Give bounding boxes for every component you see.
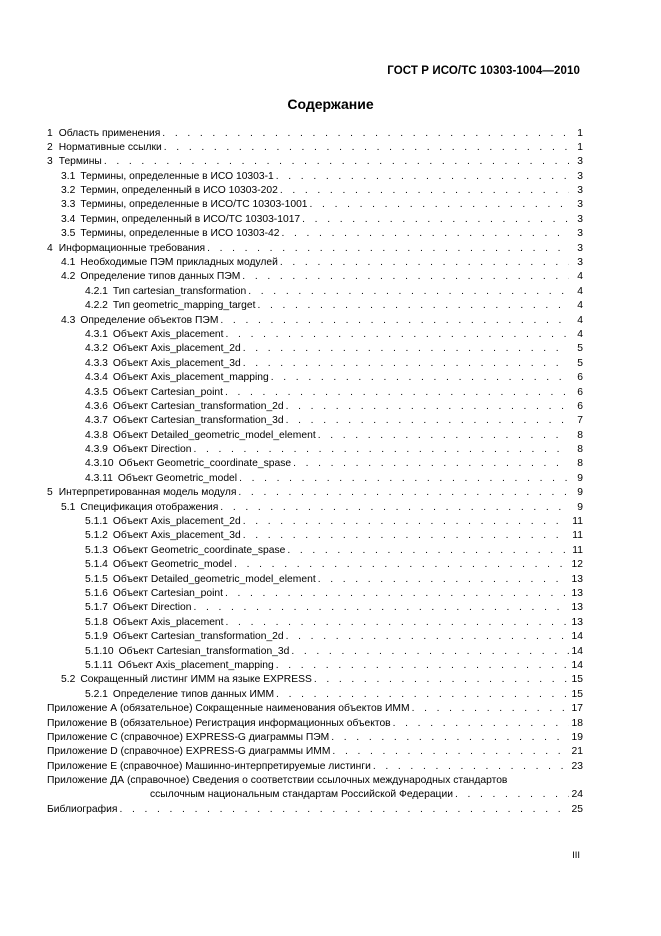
- toc-entry[interactable]: [47, 472, 583, 486]
- toc-entry-number: 4.3.9: [85, 444, 108, 456]
- toc-leader-dots: [162, 127, 569, 141]
- toc-entry-text: Приложение С (справочное) EXPRESS-G диаграммы ПЭМ: [47, 731, 330, 743]
- toc-entry[interactable]: [47, 429, 583, 443]
- toc-leader-dots: [119, 803, 569, 817]
- toc-entry-page: 3: [577, 156, 583, 168]
- toc-entry-text: Объект Cartesian_transformation_2d: [112, 631, 284, 643]
- toc-entry[interactable]: [47, 486, 583, 500]
- toc-leader-dots: [286, 414, 569, 428]
- toc-leader-dots: [373, 760, 569, 774]
- toc-entry-page: 19: [571, 731, 583, 743]
- toc-entry-page: 6: [577, 400, 583, 412]
- toc-entry-text: Интерпретированная модель модуля: [58, 487, 237, 499]
- toc-entry-text: Область применения: [58, 127, 161, 139]
- toc-leader-dots: [293, 457, 569, 471]
- toc-entry-page: 14: [571, 659, 583, 671]
- toc-leader-dots: [310, 198, 569, 212]
- toc-entry-number: 2: [47, 141, 53, 153]
- toc-leader-dots: [257, 299, 569, 313]
- toc-entry-text: Необходимые ПЭМ прикладных модулей: [80, 257, 278, 269]
- toc-entry-number: 3.5: [61, 228, 76, 240]
- toc-entry-page: 6: [577, 372, 583, 384]
- toc-entry-number: 5.1.6: [85, 588, 108, 599]
- toc-leader-dots: [412, 702, 569, 716]
- toc-leader-dots: [280, 256, 569, 270]
- toc-entry[interactable]: [47, 198, 583, 212]
- toc-entry-page: 3: [577, 257, 583, 269]
- toc-entry-page: 1: [577, 141, 583, 153]
- toc-entry[interactable]: [47, 414, 583, 428]
- toc-entry-text: Термины: [58, 156, 102, 168]
- toc-entry-text: Сокращенный листинг ИММ на языке EXPRESS: [80, 674, 312, 686]
- toc-entry-number: 5.1.11: [85, 659, 113, 671]
- toc-entry[interactable]: [47, 227, 583, 241]
- toc-leader-dots: [238, 486, 569, 500]
- toc-entry-number: 4.1: [61, 257, 76, 269]
- toc-leader-dots: [243, 357, 569, 371]
- toc-entry-text: Объект Detailed_geometric_model_element: [112, 573, 316, 585]
- toc-entry[interactable]: [47, 328, 583, 342]
- toc-entry-text: Тип geometric_mapping_target: [112, 300, 256, 312]
- toc-entry-page: 4: [577, 328, 583, 340]
- toc-entry[interactable]: [47, 515, 583, 529]
- toc-entry-number: 4.2: [61, 271, 76, 283]
- toc-entry-text: Термин, определенный в ИСО/ТС 10303-1017: [80, 213, 301, 225]
- toc-leader-dots: [455, 788, 569, 802]
- toc-entry[interactable]: [47, 400, 583, 414]
- toc-entry[interactable]: [47, 573, 583, 587]
- toc-entry[interactable]: [47, 745, 583, 759]
- toc-entry-page: 15: [571, 674, 583, 686]
- toc-entry-number: 5.1.5: [85, 573, 108, 585]
- toc-entry-page: 18: [571, 717, 583, 729]
- toc-entry-page: 25: [571, 803, 583, 815]
- toc-entry[interactable]: [47, 601, 583, 615]
- toc-entry-page: 24: [571, 789, 583, 801]
- toc-entry[interactable]: [47, 299, 583, 313]
- toc-entry-page: 11: [572, 544, 583, 556]
- toc-entry-page: 3: [577, 185, 583, 197]
- toc-entry-text: Информационные требования: [58, 242, 206, 254]
- toc-entry-page: 8: [577, 444, 583, 456]
- toc-entry[interactable]: [47, 645, 583, 659]
- toc-leader-dots: [287, 544, 569, 558]
- toc-entry-text: Объект Cartesian_point: [112, 588, 223, 599]
- toc-entry[interactable]: [47, 213, 583, 227]
- toc-entry-text: Объект Geometric_coordinate_spase: [118, 458, 292, 470]
- toc-entry-page: 9: [577, 487, 583, 499]
- toc-entry[interactable]: [47, 170, 583, 184]
- toc-leader-dots: [243, 342, 569, 356]
- toc-entry-text: Спецификация отображения: [80, 501, 219, 513]
- toc-entry[interactable]: [47, 184, 583, 198]
- toc-leader-dots: [226, 616, 569, 630]
- toc-entry[interactable]: [47, 457, 583, 471]
- toc-entry[interactable]: [47, 774, 583, 803]
- toc-entry-page: 3: [577, 228, 583, 240]
- toc-entry[interactable]: [47, 501, 583, 515]
- toc-entry-page: 9: [577, 472, 583, 484]
- toc-entry-page: 4: [577, 285, 583, 297]
- toc-entry-number: 4: [47, 242, 53, 254]
- toc-entry-page: 3: [577, 242, 583, 254]
- toc-entry-text: Объект Axis_placement_2d: [112, 343, 241, 355]
- toc-entry[interactable]: [47, 242, 583, 256]
- toc-entry-page: 3: [577, 213, 583, 225]
- toc-entry[interactable]: [47, 443, 583, 457]
- toc-entry-text: Нормативные ссылки: [58, 141, 162, 153]
- toc-entry[interactable]: [47, 127, 583, 141]
- toc-entry-number: 5.1.10: [85, 645, 114, 657]
- toc-entry-text: Объект Cartesian_point: [112, 386, 223, 398]
- toc-entry-page: 4: [577, 271, 583, 283]
- toc-entry[interactable]: [47, 659, 583, 673]
- toc-entry-number: 4.2.1: [85, 285, 108, 297]
- toc-entry[interactable]: [47, 630, 583, 644]
- toc-leader-dots: [234, 558, 569, 572]
- toc-entry-number: 4.3.3: [85, 357, 108, 369]
- toc-entry-text: Объект Axis_placement_mapping: [117, 659, 274, 671]
- toc-entry-page: 3: [577, 199, 583, 211]
- toc-entry[interactable]: [47, 731, 583, 745]
- toc-entry-number: 3.1: [61, 170, 76, 182]
- toc-entry-text: Объект Axis_placement_2d: [112, 516, 241, 528]
- toc-entry-number: 5.1.2: [85, 530, 108, 542]
- toc-entry-text: Объект Direction: [112, 444, 192, 456]
- toc-entry-number: 4.3.5: [85, 386, 108, 398]
- toc-entry-number: 5.1.3: [85, 544, 108, 556]
- document-code: ГОСТ Р ИСО/ТС 10303-1004—2010: [387, 65, 580, 77]
- toc-entry-number: 5.1.8: [85, 616, 108, 628]
- toc-entry-page: 15: [571, 688, 583, 700]
- page-title: Содержание: [287, 96, 374, 112]
- toc-entry[interactable]: [47, 616, 583, 630]
- toc-entry-page: 5: [577, 357, 583, 369]
- toc-entry-page: 1: [577, 127, 583, 139]
- toc-leader-dots: [243, 529, 569, 543]
- toc-entry-page: 5: [577, 343, 583, 355]
- table-of-contents: [47, 127, 583, 818]
- page-number: III: [572, 850, 580, 861]
- toc-leader-dots: [220, 501, 569, 515]
- toc-leader-dots: [239, 472, 569, 486]
- toc-entry[interactable]: [47, 688, 583, 702]
- toc-entry-number: 5.1.1: [85, 516, 108, 528]
- toc-leader-dots: [193, 601, 569, 615]
- toc-entry-page: 13: [571, 602, 583, 614]
- toc-entry-text: Термины, определенные в ИСО 10303-1: [80, 170, 274, 182]
- toc-entry-number: 4.3.7: [85, 415, 108, 427]
- toc-leader-dots: [281, 227, 569, 241]
- toc-entry-page: 23: [571, 760, 583, 772]
- toc-leader-dots: [193, 443, 569, 457]
- toc-entry-page: 4: [577, 314, 583, 326]
- toc-entry-page: 14: [571, 631, 583, 643]
- toc-entry[interactable]: [47, 314, 583, 328]
- toc-entry-text: Тип cartesian_transformation: [112, 285, 247, 297]
- toc-leader-dots: [286, 630, 569, 644]
- toc-entry-number: 4.3.10: [85, 458, 114, 470]
- toc-entry-page: 17: [571, 703, 583, 715]
- toc-entry[interactable]: [47, 386, 583, 400]
- toc-entry[interactable]: [47, 673, 583, 687]
- toc-entry-text: Объект Axis_placement_3d: [112, 357, 241, 369]
- toc-entry-text: Приложение В (обязательное) Регистрация информационных объектов: [47, 717, 391, 729]
- toc-entry-page: 14: [571, 645, 583, 657]
- toc-entry[interactable]: [47, 544, 583, 558]
- toc-entry-text: Объект Axis_placement_mapping: [112, 372, 269, 384]
- toc-entry-text: Объект Direction: [112, 602, 192, 614]
- toc-leader-dots: [220, 314, 569, 328]
- toc-entry-text: Определение типов данных ИММ: [112, 688, 275, 700]
- toc-entry-number: 5: [47, 487, 53, 499]
- toc-entry-text: Приложение ДА (справочное) Сведения о соответствии ссылочных международных стандартов: [47, 775, 508, 787]
- toc-entry[interactable]: [47, 357, 583, 371]
- toc-entry-text: Приложение Е (справочное) Машинно-интерпретируемые листинги: [47, 760, 371, 772]
- toc-entry-text: Термины, определенные в ИСО 10303-42: [80, 228, 280, 240]
- toc-entry-number: 4.3.11: [85, 472, 113, 484]
- toc-leader-dots: [331, 731, 569, 745]
- toc-entry-number: 5.1: [61, 501, 76, 513]
- toc-entry-text: Объект Cartesian_transformation_3d: [112, 415, 284, 427]
- toc-entry-text: Объект Cartesian_transformation_2d: [112, 400, 284, 412]
- toc-entry-number: 3.4: [61, 213, 76, 225]
- toc-leader-dots: [302, 213, 569, 227]
- toc-entry-number: 5.1.9: [85, 631, 108, 643]
- toc-entry-number: 4.3: [61, 314, 76, 326]
- toc-leader-dots: [318, 573, 569, 587]
- toc-entry-text: Объект Geometric_model: [117, 472, 238, 484]
- toc-entry-number: 4.3.2: [85, 343, 108, 355]
- toc-entry-number: 3.2: [61, 185, 76, 197]
- toc-leader-dots: [225, 587, 569, 601]
- toc-entry[interactable]: [47, 558, 583, 572]
- toc-entry-page: 7: [577, 415, 583, 427]
- toc-leader-dots: [104, 155, 569, 169]
- toc-entry[interactable]: [47, 803, 583, 817]
- toc-leader-dots: [280, 184, 569, 198]
- toc-entry-text: Объект Axis_placement: [112, 616, 224, 628]
- toc-entry-text: Объект Axis_placement: [112, 328, 224, 340]
- toc-entry-text: Объект Geometric_model: [112, 559, 233, 571]
- toc-leader-dots: [332, 745, 569, 759]
- toc-entry-page: 8: [577, 429, 583, 441]
- toc-leader-dots: [242, 270, 569, 284]
- toc-leader-dots: [226, 328, 569, 342]
- toc-entry-text: Определение объектов ПЭМ: [80, 314, 219, 326]
- toc-entry-text-continued: ссылочным национальным стандартам Российской Федерации: [150, 789, 453, 801]
- toc-leader-dots: [314, 673, 569, 687]
- toc-entry[interactable]: [47, 342, 583, 356]
- toc-leader-dots: [291, 645, 569, 659]
- toc-entry[interactable]: [47, 702, 583, 716]
- toc-entry-number: 5.1.4: [85, 559, 108, 571]
- toc-entry[interactable]: [47, 256, 583, 270]
- toc-leader-dots: [248, 285, 569, 299]
- toc-leader-dots: [271, 371, 569, 385]
- toc-entry[interactable]: [47, 760, 583, 774]
- toc-entry-text: Определение типов данных ПЭМ: [80, 271, 241, 283]
- toc-entry-text: Термин, определенный в ИСО 10303-202: [80, 185, 278, 197]
- toc-entry-number: 3: [47, 156, 53, 168]
- toc-entry-page: 3: [577, 170, 583, 182]
- toc-entry[interactable]: [47, 587, 583, 601]
- toc-entry-page: 13: [571, 588, 583, 599]
- toc-leader-dots: [318, 429, 569, 443]
- toc-entry-page: 12: [571, 559, 583, 571]
- toc-leader-dots: [276, 170, 569, 184]
- toc-entry[interactable]: [47, 155, 583, 169]
- toc-entry-page: 21: [571, 746, 583, 758]
- toc-leader-dots: [393, 717, 569, 731]
- toc-entry-number: 4.2.2: [85, 300, 108, 312]
- toc-entry-page: 6: [577, 386, 583, 398]
- toc-entry-number: 1: [47, 127, 53, 139]
- toc-entry-page: 8: [577, 458, 583, 470]
- toc-entry[interactable]: [47, 270, 583, 284]
- toc-entry-page: 13: [571, 573, 583, 585]
- toc-entry[interactable]: [47, 529, 583, 543]
- toc-entry-text: Объект Cartesian_transformation_3d: [118, 645, 290, 657]
- toc-entry[interactable]: [47, 717, 583, 731]
- toc-entry-number: 5.2: [61, 674, 76, 686]
- toc-leader-dots: [286, 400, 569, 414]
- toc-entry-number: 4.3.6: [85, 400, 108, 412]
- toc-leader-dots: [225, 386, 569, 400]
- toc-leader-dots: [276, 688, 569, 702]
- toc-entry-number: 4.3.8: [85, 429, 108, 441]
- toc-entry-text: Объект Axis_placement_3d: [112, 530, 241, 542]
- toc-entry-number: 5.1.7: [85, 602, 108, 614]
- toc-entry-page: 11: [572, 530, 583, 542]
- toc-leader-dots: [164, 141, 569, 155]
- toc-entry-text: Термины, определенные в ИСО/ТС 10303-1001: [80, 199, 308, 211]
- toc-leader-dots: [207, 242, 569, 256]
- toc-leader-dots: [276, 659, 569, 673]
- toc-entry-text: Приложение А (обязательное) Сокращенные наименования объектов ИММ: [47, 703, 410, 715]
- toc-entry-page: 11: [572, 516, 583, 528]
- toc-entry[interactable]: [47, 371, 583, 385]
- toc-entry-page: 13: [571, 616, 583, 628]
- toc-entry-number: 4.3.1: [85, 328, 108, 340]
- toc-entry-number: 5.2.1: [85, 688, 108, 700]
- toc-entry-text: Приложение D (справочное) EXPRESS-G диаграммы ИММ: [47, 746, 331, 758]
- toc-entry-page: 4: [577, 300, 583, 312]
- toc-entry-text: Объект Detailed_geometric_model_element: [112, 429, 316, 441]
- toc-entry[interactable]: [47, 285, 583, 299]
- toc-entry-page: 9: [577, 501, 583, 513]
- toc-entry-text: Объект Geometric_coordinate_spase: [112, 544, 286, 556]
- toc-entry[interactable]: [47, 141, 583, 155]
- toc-entry-text: Библиография: [47, 803, 118, 815]
- toc-leader-dots: [243, 515, 569, 529]
- toc-entry-number: 4.3.4: [85, 372, 108, 384]
- toc-entry-number: 3.3: [61, 199, 76, 211]
